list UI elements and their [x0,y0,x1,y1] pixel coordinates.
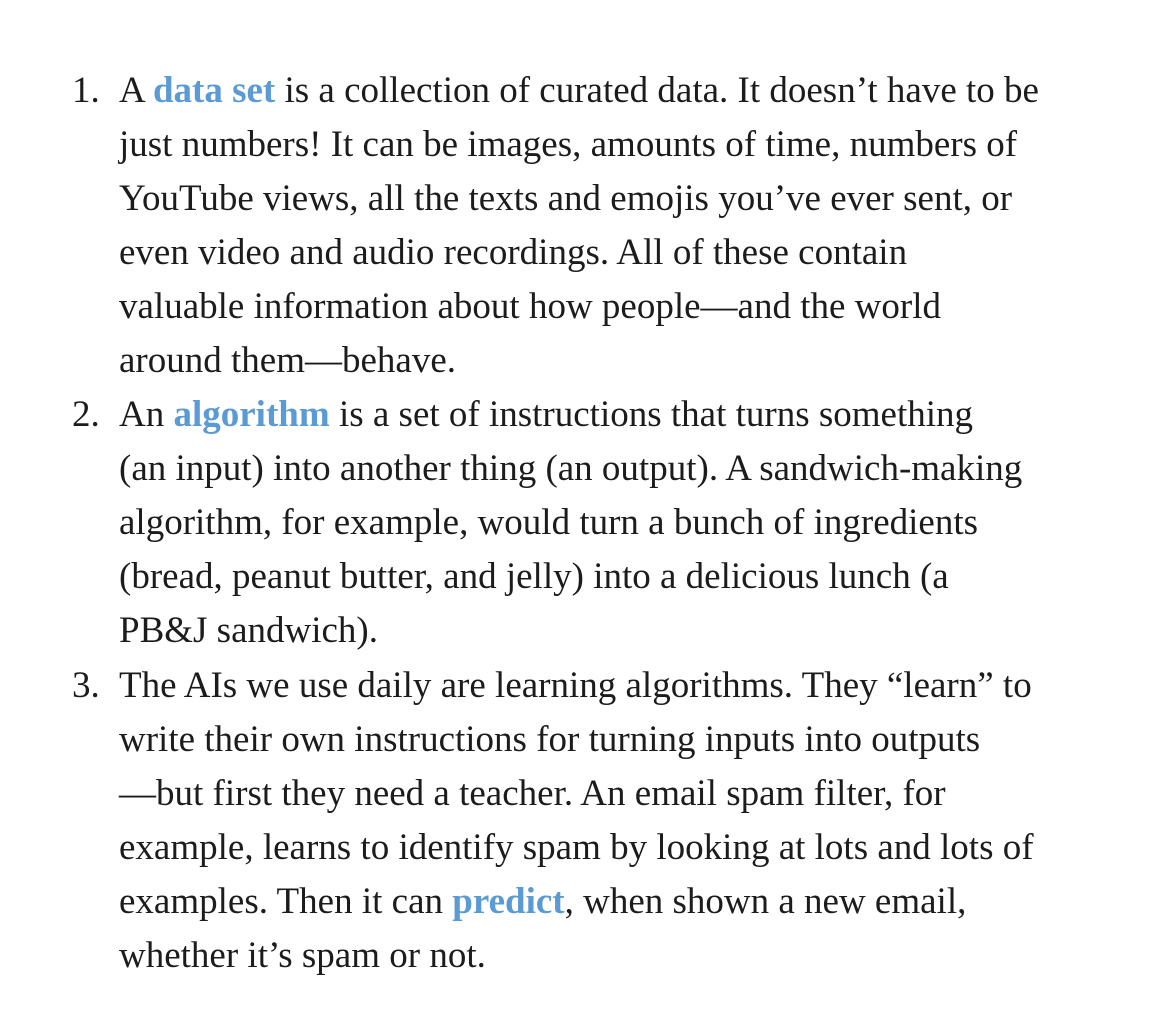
text-line [119,280,941,334]
text-segment: An [119,394,174,435]
text-line [119,496,978,550]
text-segment: example, learns to identify spam by looking at lots and lots of [119,827,1034,868]
text-line [119,821,1034,875]
text-segment: even video and audio recordings. All of these contain [119,232,908,273]
text-line [119,767,946,821]
text-segment: (an input) into another thing (an output). A sandwich-making [119,448,1023,489]
text-line [119,713,980,767]
text-segment: valuable information about how people—and the world [119,286,942,327]
text-line [119,64,1039,118]
text-segment: whether it’s spam or not. [119,935,486,976]
text-segment: is a collection of curated data. It doesn’t have to be [275,70,1039,111]
text-segment: write their own instructions for turning inputs into outputs [119,719,981,760]
term-predict: predict [452,881,565,922]
text-segment: The AIs we use daily are learning algorithms. They “learn” to [119,665,1032,706]
text-line [119,388,973,442]
text-segment: —but first they need a teacher. An email spam filter, for [119,773,946,814]
text-segment: (bread, peanut butter, and jelly) into a delicious lunch (a [119,556,949,597]
list-number: 3. [72,665,100,706]
list-number: 2. [72,394,100,435]
text-line [119,604,378,658]
text-line [119,226,907,280]
text-line [119,442,1022,496]
text-line [119,172,1012,226]
text-line [119,550,949,604]
text-segment: just numbers! It can be images, amounts of time, numbers of [119,124,1018,165]
text-segment: , when shown a new email, [564,881,967,922]
text-segment: is a set of instructions that turns something [329,394,974,435]
text-segment: around them—behave. [119,340,456,381]
text-line [119,334,456,388]
list-number: 1. [72,70,100,111]
text-segment: A [119,70,153,111]
text-line [119,929,486,983]
text-line [119,118,1017,172]
term-data-set: data set [152,70,276,111]
term-algorithm: algorithm [173,394,330,435]
text-segment: YouTube views, all the texts and emojis you’ve ever sent, or [119,178,1013,219]
text-segment: examples. Then it can [119,881,453,922]
text-line [119,875,966,929]
text-line [119,659,1032,713]
text-segment: algorithm, for example, would turn a bunch of ingredients [119,502,979,543]
text-segment: PB&J sandwich). [119,610,378,651]
